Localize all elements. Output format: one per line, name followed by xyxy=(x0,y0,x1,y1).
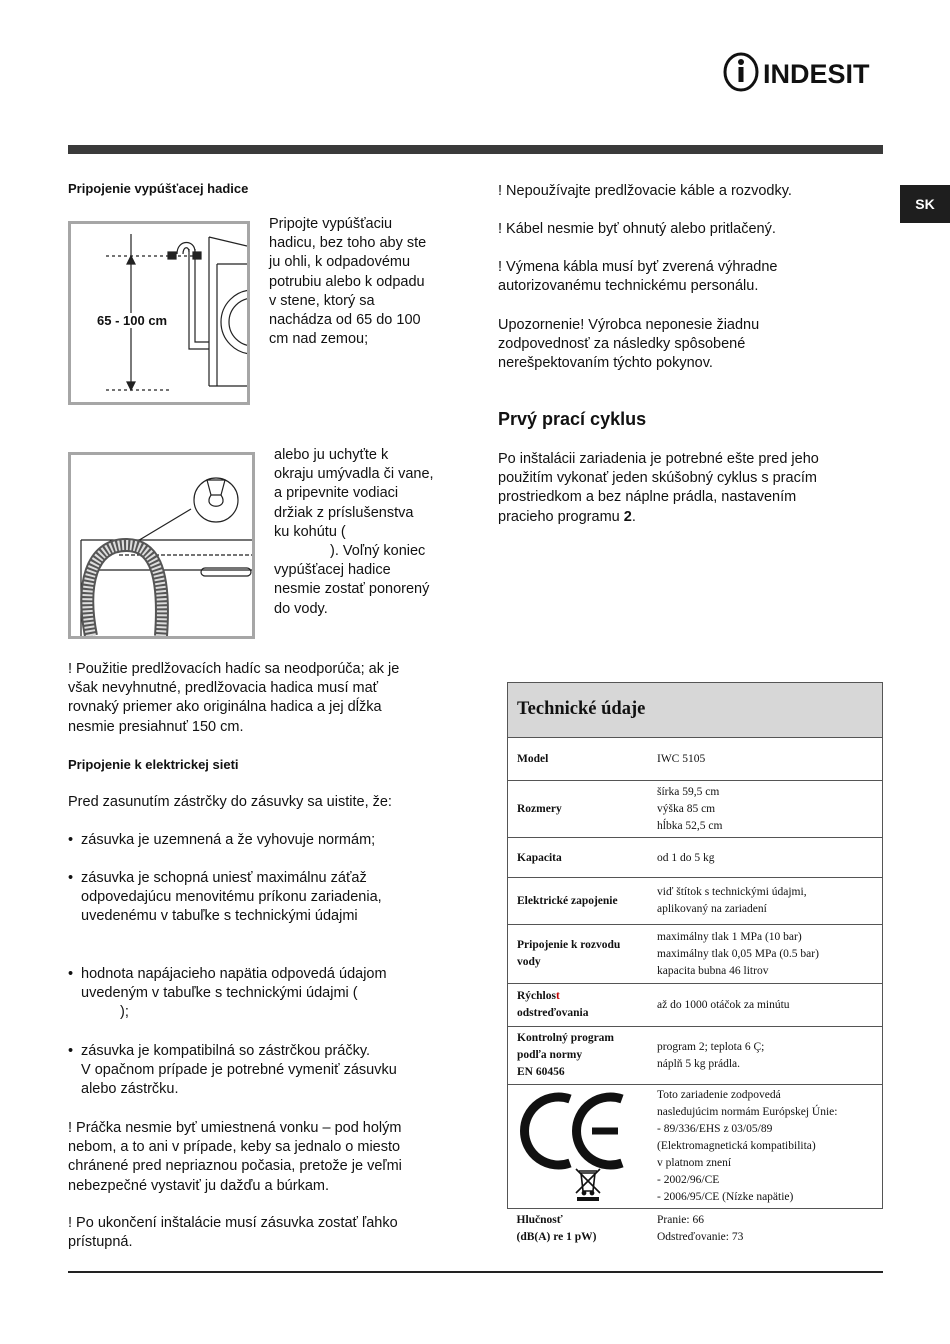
spec-value: IWC 5105 xyxy=(648,738,883,781)
tech-spec-table xyxy=(507,682,883,1249)
text-line: a pripevnite vodiaci xyxy=(274,485,399,502)
spec-value: od 1 do 5 kg xyxy=(648,838,883,878)
warning-extension-cables: ! Nepoužívajte predlžovacie káble a rozvodky. xyxy=(498,183,792,199)
tech-title: Technické údaje xyxy=(507,682,883,738)
bullet-grounded: • zásuvka je uzemnená a že vyhovuje normám; xyxy=(68,831,458,850)
text-line: Po inštalácii zariadenia je potrebné ešte pred jeho xyxy=(498,451,819,467)
text-line: ju ohli, k odpadovému xyxy=(269,254,411,271)
spec-row-model xyxy=(508,738,883,781)
ce-cell xyxy=(508,1085,649,1209)
text-line: zásuvka je uzemnená a že vyhovuje normám; xyxy=(81,832,376,848)
text-line: vypúšťacej hadice xyxy=(274,562,391,579)
text-line: nebezpečné vystaviť ju dažďu a búrkam. xyxy=(68,1177,329,1194)
spec-row-electric xyxy=(508,878,883,925)
text-line: Pripojte vypúšťaciu xyxy=(269,216,393,232)
text-line: ). Voľný koniec xyxy=(330,543,426,560)
warning-cable-bent: ! Kábel nesmie byť ohnutý alebo pritlačený. xyxy=(498,221,776,237)
spec-row-noise xyxy=(508,1209,883,1249)
program-number: 2 xyxy=(623,508,632,525)
text-line: chránené pred nepriaznou počasia, pretože je veľmi xyxy=(68,1158,402,1175)
manufacturer-notice xyxy=(498,316,838,374)
header-rule xyxy=(68,145,883,154)
text-line: ! Použitie predlžovacích hadíc sa neodporúča; ak je xyxy=(68,661,400,677)
text-line: nebom, a to ani v prípade, keby sa jednalo o miesto xyxy=(68,1139,401,1156)
text-line: nesmie zostať ponorený xyxy=(274,581,430,598)
extension-warning xyxy=(68,660,458,737)
text-line: ! Po ukončení inštalácie musí zásuvka zostať ľahko xyxy=(68,1215,398,1231)
text-line: hodnota napájacieho napätia odpovedá údajom xyxy=(81,966,387,982)
spec-value: Toto zariadenie zodpovedá nasledujúcim normám Európskej Únie: - 89/336/EHS z 03/05/89 (Elektromagnetická kompatibilita) v platnom znení - 2002/96/CE - 2006/95/CE (Nízke napätie) xyxy=(648,1085,883,1209)
spec-value: viď štítok s technickými údajmi, aplikovaný na zariadení xyxy=(648,878,883,925)
spec-label: Elektrické zapojenie xyxy=(508,878,649,925)
hose-text-2 xyxy=(274,446,454,619)
spec-row-dimensions xyxy=(508,781,883,838)
warning-cable-replace xyxy=(498,258,838,296)
bullet-voltage: • hodnota napájacieho napätia odpovedá údajom uvedeným v tabuľke s technickými údajmi ( ); xyxy=(68,965,458,1023)
text-line: nesmie presiahnuť 150 cm. xyxy=(68,718,244,735)
text-line: pracieho programu xyxy=(498,508,624,525)
spec-label: Rozmery xyxy=(508,781,649,838)
text-line: však nevyhnutné, predlžovacia hadica musí mať xyxy=(68,680,379,697)
outdoor-warning xyxy=(68,1119,468,1196)
text-line: potrubiu alebo k odpadu xyxy=(269,273,425,290)
text-line: použitím vykonať jeden skúšobný cyklus s pracím xyxy=(498,470,817,487)
spec-row-control xyxy=(508,1027,883,1085)
text-line: držiak z príslušenstva xyxy=(274,504,414,521)
dimension-label: 65 - 100 cm xyxy=(97,313,168,328)
footer-rule xyxy=(68,1271,883,1273)
text-line: nachádza od 65 do 100 xyxy=(269,312,421,329)
spec-row-water xyxy=(508,925,883,984)
text-line: autorizovanému technickému personálu. xyxy=(498,278,759,295)
text-line: v stene, ktorý sa xyxy=(269,292,375,309)
first-cycle-text xyxy=(498,450,883,527)
bullet-compatible: • zásuvka je kompatibilná so zástrčkou práčky. V opačnom prípade je potrebné vymeniť zásuvku alebo zástrčku. xyxy=(68,1042,458,1100)
text-line: okraju umývadla či vane, xyxy=(274,466,434,483)
text-line: alebo ju uchyťte k xyxy=(274,447,389,463)
text-line: ); xyxy=(120,1004,129,1021)
spec-value: šírka 59,5 cm výška 85 cm hĺbka 52,5 cm xyxy=(648,781,883,838)
language-tab[interactable]: SK xyxy=(900,185,950,223)
text-line: zásuvka je kompatibilná so zástrčkou práčky. xyxy=(81,1043,371,1059)
text-line: cm nad zemou; xyxy=(269,331,369,348)
text-line: do vody. xyxy=(274,600,328,617)
text-line: zásuvka je schopná uniesť maximálnu záťaž xyxy=(81,870,367,886)
text-line: ! Práčka nesmie byť umiestnená vonku – pod holým xyxy=(68,1120,402,1136)
spec-label: Kontrolný program podľa normy EN 60456 xyxy=(508,1027,649,1085)
indesit-logo xyxy=(722,52,887,92)
spec-value: maximálny tlak 1 MPa (10 bar) maximálny tlak 0,05 MPa (0.5 bar) kapacita bubna 46 litrov xyxy=(648,925,883,984)
text-line: alebo zástrčku. xyxy=(81,1081,179,1098)
text-line: ku kohútu ( xyxy=(274,523,346,540)
spec-row-ce xyxy=(508,1085,883,1209)
spec-value: až do 1000 otáčok za minútu xyxy=(648,984,883,1027)
spec-label: Hlučnosť (dB(A) re 1 pW) xyxy=(508,1209,649,1249)
text-line: V opačnom prípade je potrebné vymeniť zásuvku xyxy=(81,1062,397,1079)
ce-mark-icon xyxy=(518,1087,638,1203)
spec-label: Model xyxy=(508,738,649,781)
text-line: . xyxy=(631,508,636,525)
text-line: rovnaký priemer ako originálna hadica a jej dĺžka xyxy=(68,699,382,716)
spec-value: Pranie: 66 Odstreďovanie: 73 xyxy=(648,1209,883,1249)
text-line: ! Výmena kábla musí byť zverená výhradne xyxy=(498,259,778,275)
spec-label: Pripojenie k rozvodu vody xyxy=(508,925,649,984)
text-line: zodpovednosť za následky spôsobené xyxy=(498,336,746,353)
bullet-load: • zásuvka je schopná uniesť maximálnu záťaž odpovedajúcu menovitému príkonu zariadenia, uvedenému v tabuľke s technickými údajmi xyxy=(68,869,458,927)
spec-label: Kapacita xyxy=(508,838,649,878)
electric-heading: Pripojenie k elektrickej sieti xyxy=(68,757,239,772)
first-cycle-heading: Prvý prací cyklus xyxy=(498,409,647,429)
text-line: Upozornenie! Výrobca neponesie žiadnu xyxy=(498,317,760,333)
spec-value: program 2; teplota 6 Ç; náplň 5 kg prádla. xyxy=(648,1027,883,1085)
access-warning xyxy=(68,1214,468,1252)
text-line: prístupná. xyxy=(68,1234,133,1251)
text-line: nerešpektovaním týchto pokynov. xyxy=(498,355,713,372)
brand-name: INDESIT xyxy=(763,59,870,89)
hose-heading: Pripojenie vypúšťacej hadice xyxy=(68,181,249,196)
electric-intro: Pred zasunutím zástrčky do zásuvky sa uistite, že: xyxy=(68,794,392,810)
sink-hose-figure xyxy=(68,452,255,639)
text-line: prostriedkom a bez náplne prádla, nastavením xyxy=(498,489,797,506)
text-line: odpovedajúcu menovitému príkonu zariadenia, xyxy=(81,889,382,906)
text-line: hadicu, bez toho aby ste xyxy=(269,235,427,252)
spec-row-capacity xyxy=(508,838,883,878)
text-line: uvedeným v tabuľke s technickými údajmi ( xyxy=(81,985,358,1002)
hose-text-1 xyxy=(269,215,454,349)
text-line: uvedenému v tabuľke s technickými údajmi xyxy=(81,908,358,925)
spec-row-spin xyxy=(508,984,883,1027)
spec-label: Rýchlost odstreďovania xyxy=(508,984,649,1027)
hose-height-figure xyxy=(68,221,250,405)
